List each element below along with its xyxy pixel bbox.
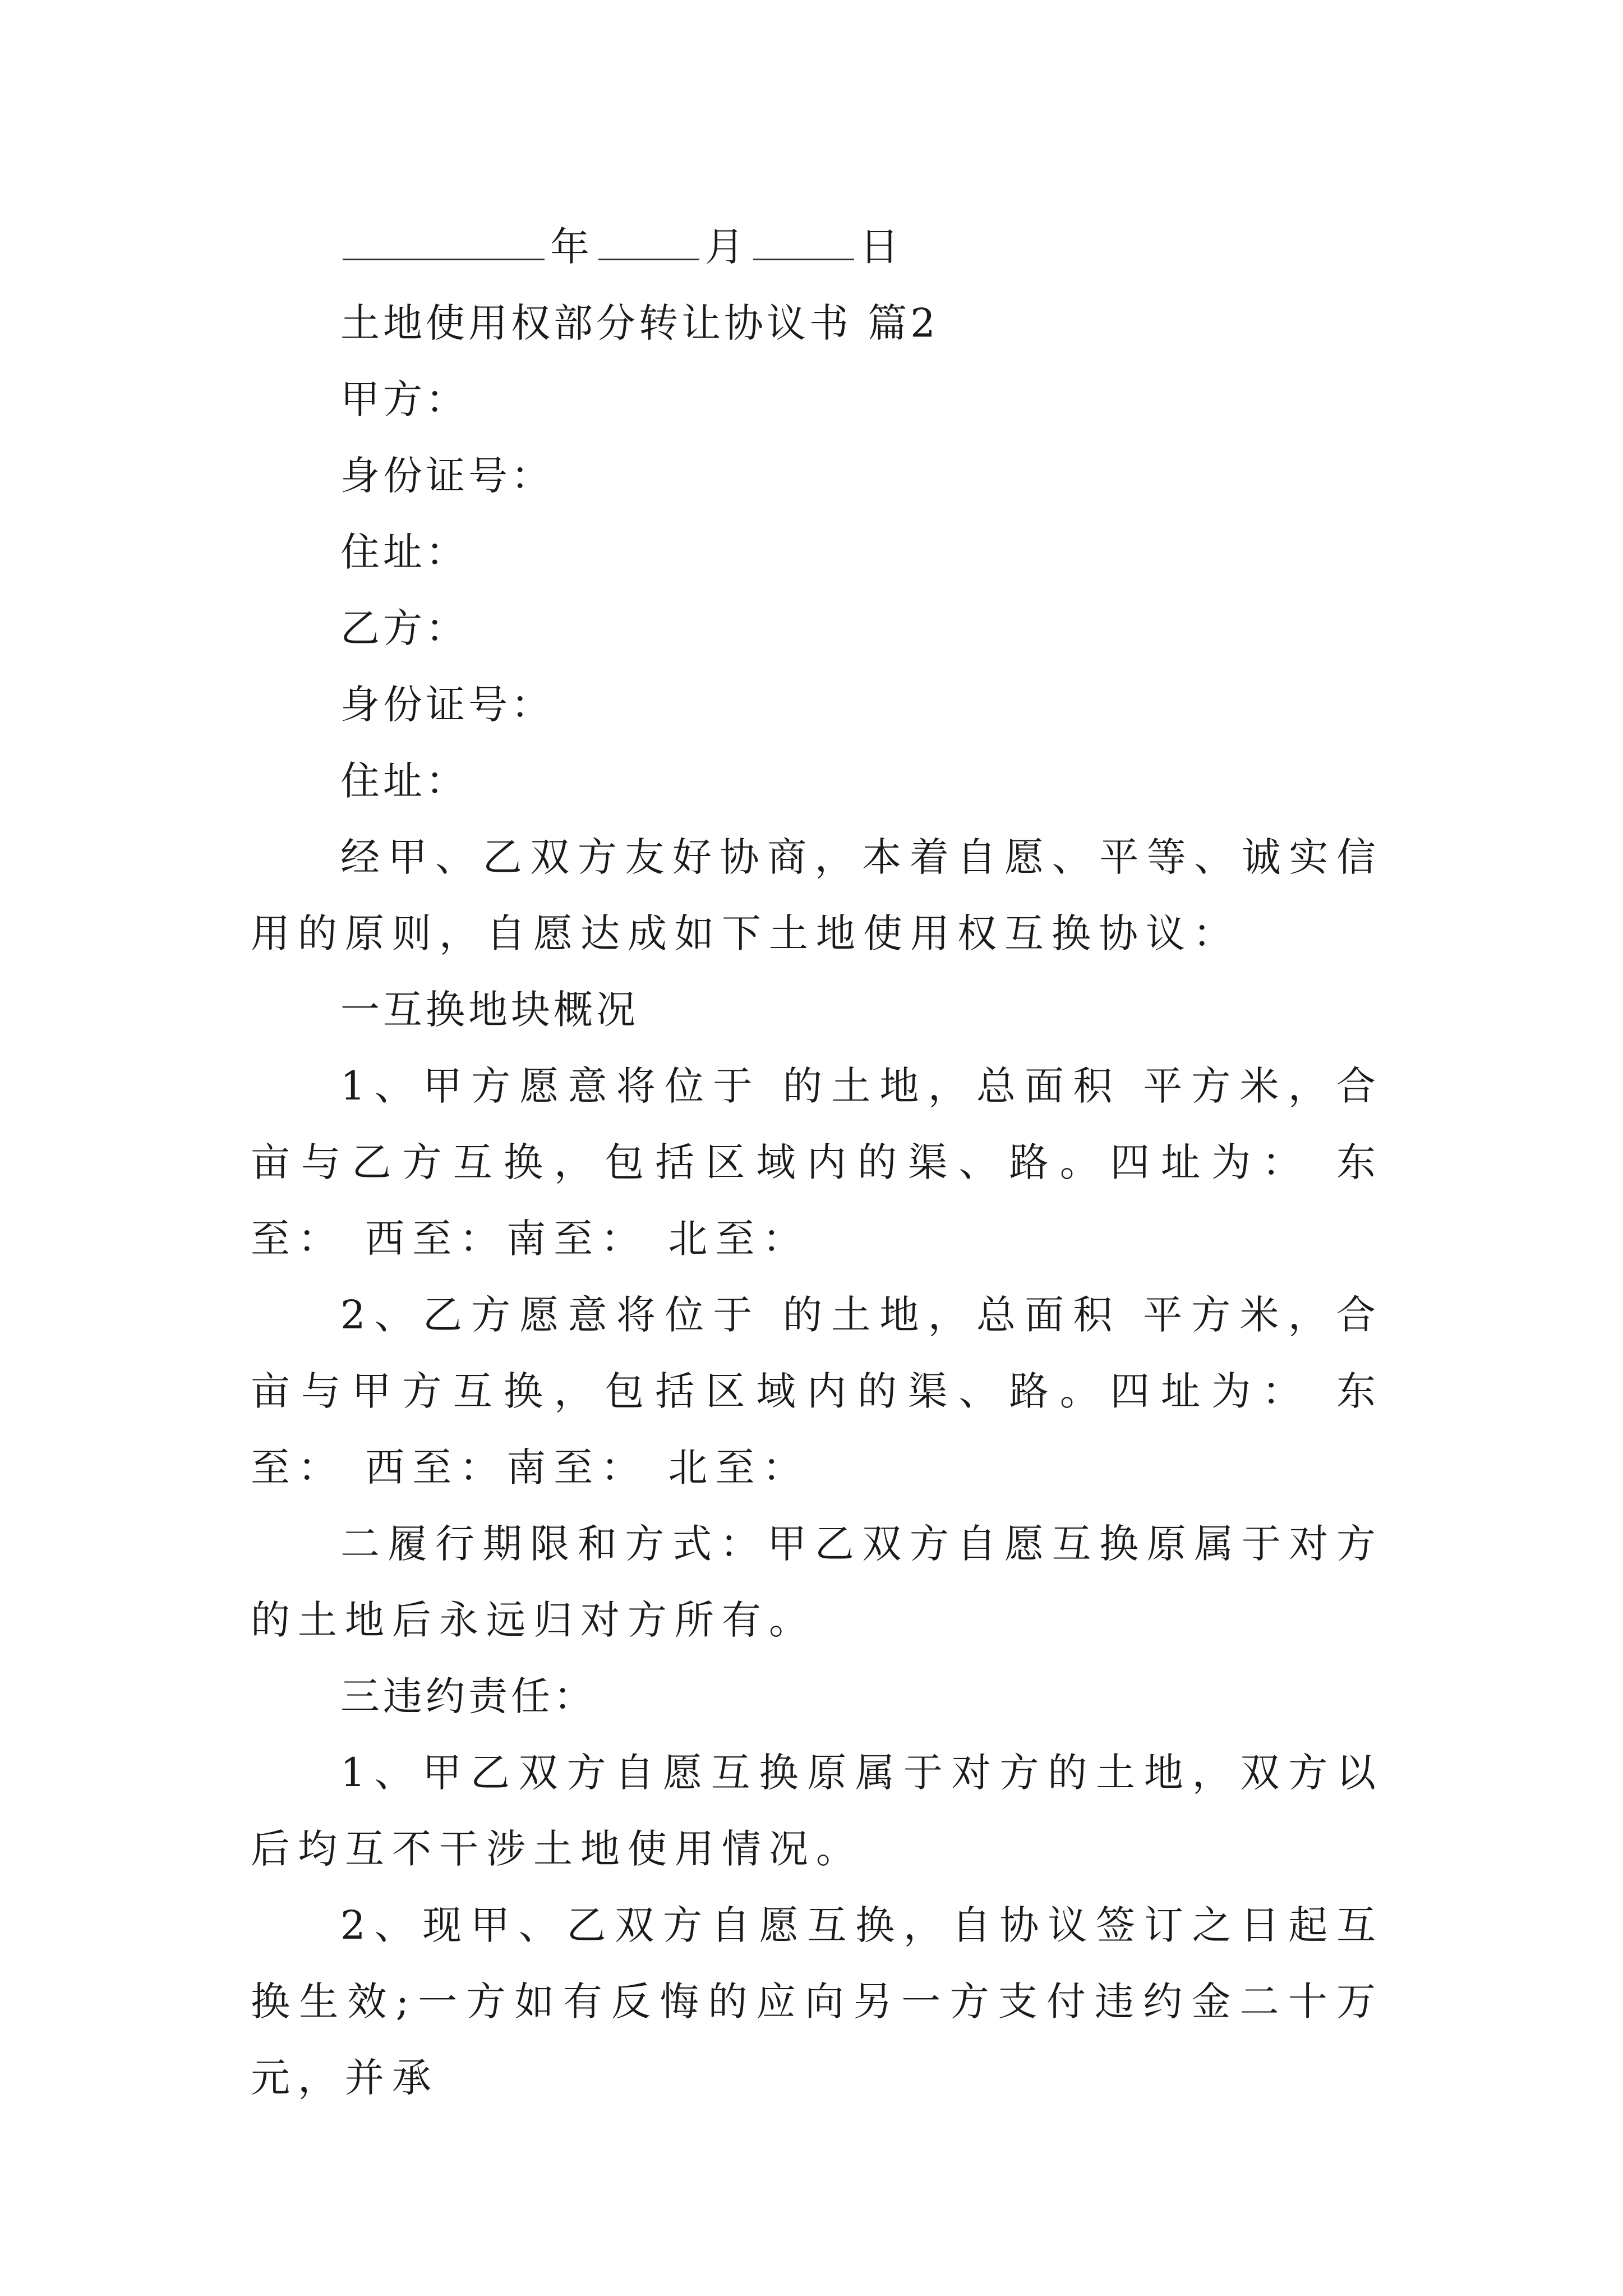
section1-heading: 一互换地块概况	[340, 987, 639, 1033]
section3-item1: 1、甲乙双方自愿互换原属于对方的土地，双方以后均互不干涉土地使用情况。	[251, 1750, 1384, 1872]
intro-paragraph: 经甲、乙双方友好协商，本着自愿、平等、诚实信用的原则，自愿达成如下土地使用权互换协议：	[251, 834, 1384, 956]
section1-item1: 1、甲方愿意将位于 的土地，总面积 平方米，合 亩与乙方互换，包括区域内的渠、路。四址为： 东至： 西至：南至： 北至：	[251, 1063, 1384, 1262]
year-label: 年	[550, 224, 593, 270]
document-body	[251, 209, 1384, 2116]
party-a-label: 甲方：	[340, 376, 468, 422]
month-blank	[598, 225, 699, 260]
day-label: 日	[860, 224, 902, 270]
party-a-address-label: 住址：	[340, 529, 468, 575]
section3-heading: 三违约责任：	[340, 1673, 596, 1719]
party-b-address-label: 住址：	[340, 758, 468, 804]
document-title: 土地使用权部分转让协议书 篇2	[340, 300, 939, 346]
year-blank	[343, 225, 545, 260]
section2-paragraph: 二履行期限和方式：甲乙双方自愿互换原属于对方的土地后永远归对方所有。	[251, 1521, 1384, 1643]
month-label: 月	[705, 224, 748, 270]
party-b-id-label: 身份证号：	[340, 682, 554, 728]
party-b-label: 乙方：	[340, 605, 468, 651]
section3-item2: 2、现甲、乙双方自愿互换，自协议签订之日起互换生效;一方如有反悔的应向另一方支付违约金二十万元，并承	[251, 1902, 1384, 2101]
day-blank	[753, 225, 854, 260]
section1-item2: 2、乙方愿意将位于 的土地，总面积 平方米，合 亩与甲方互换，包括区域内的渠、路。四址为： 东至： 西至：南至： 北至：	[251, 1292, 1384, 1490]
party-a-id-label: 身份证号：	[340, 453, 554, 499]
date-line	[251, 209, 1384, 285]
